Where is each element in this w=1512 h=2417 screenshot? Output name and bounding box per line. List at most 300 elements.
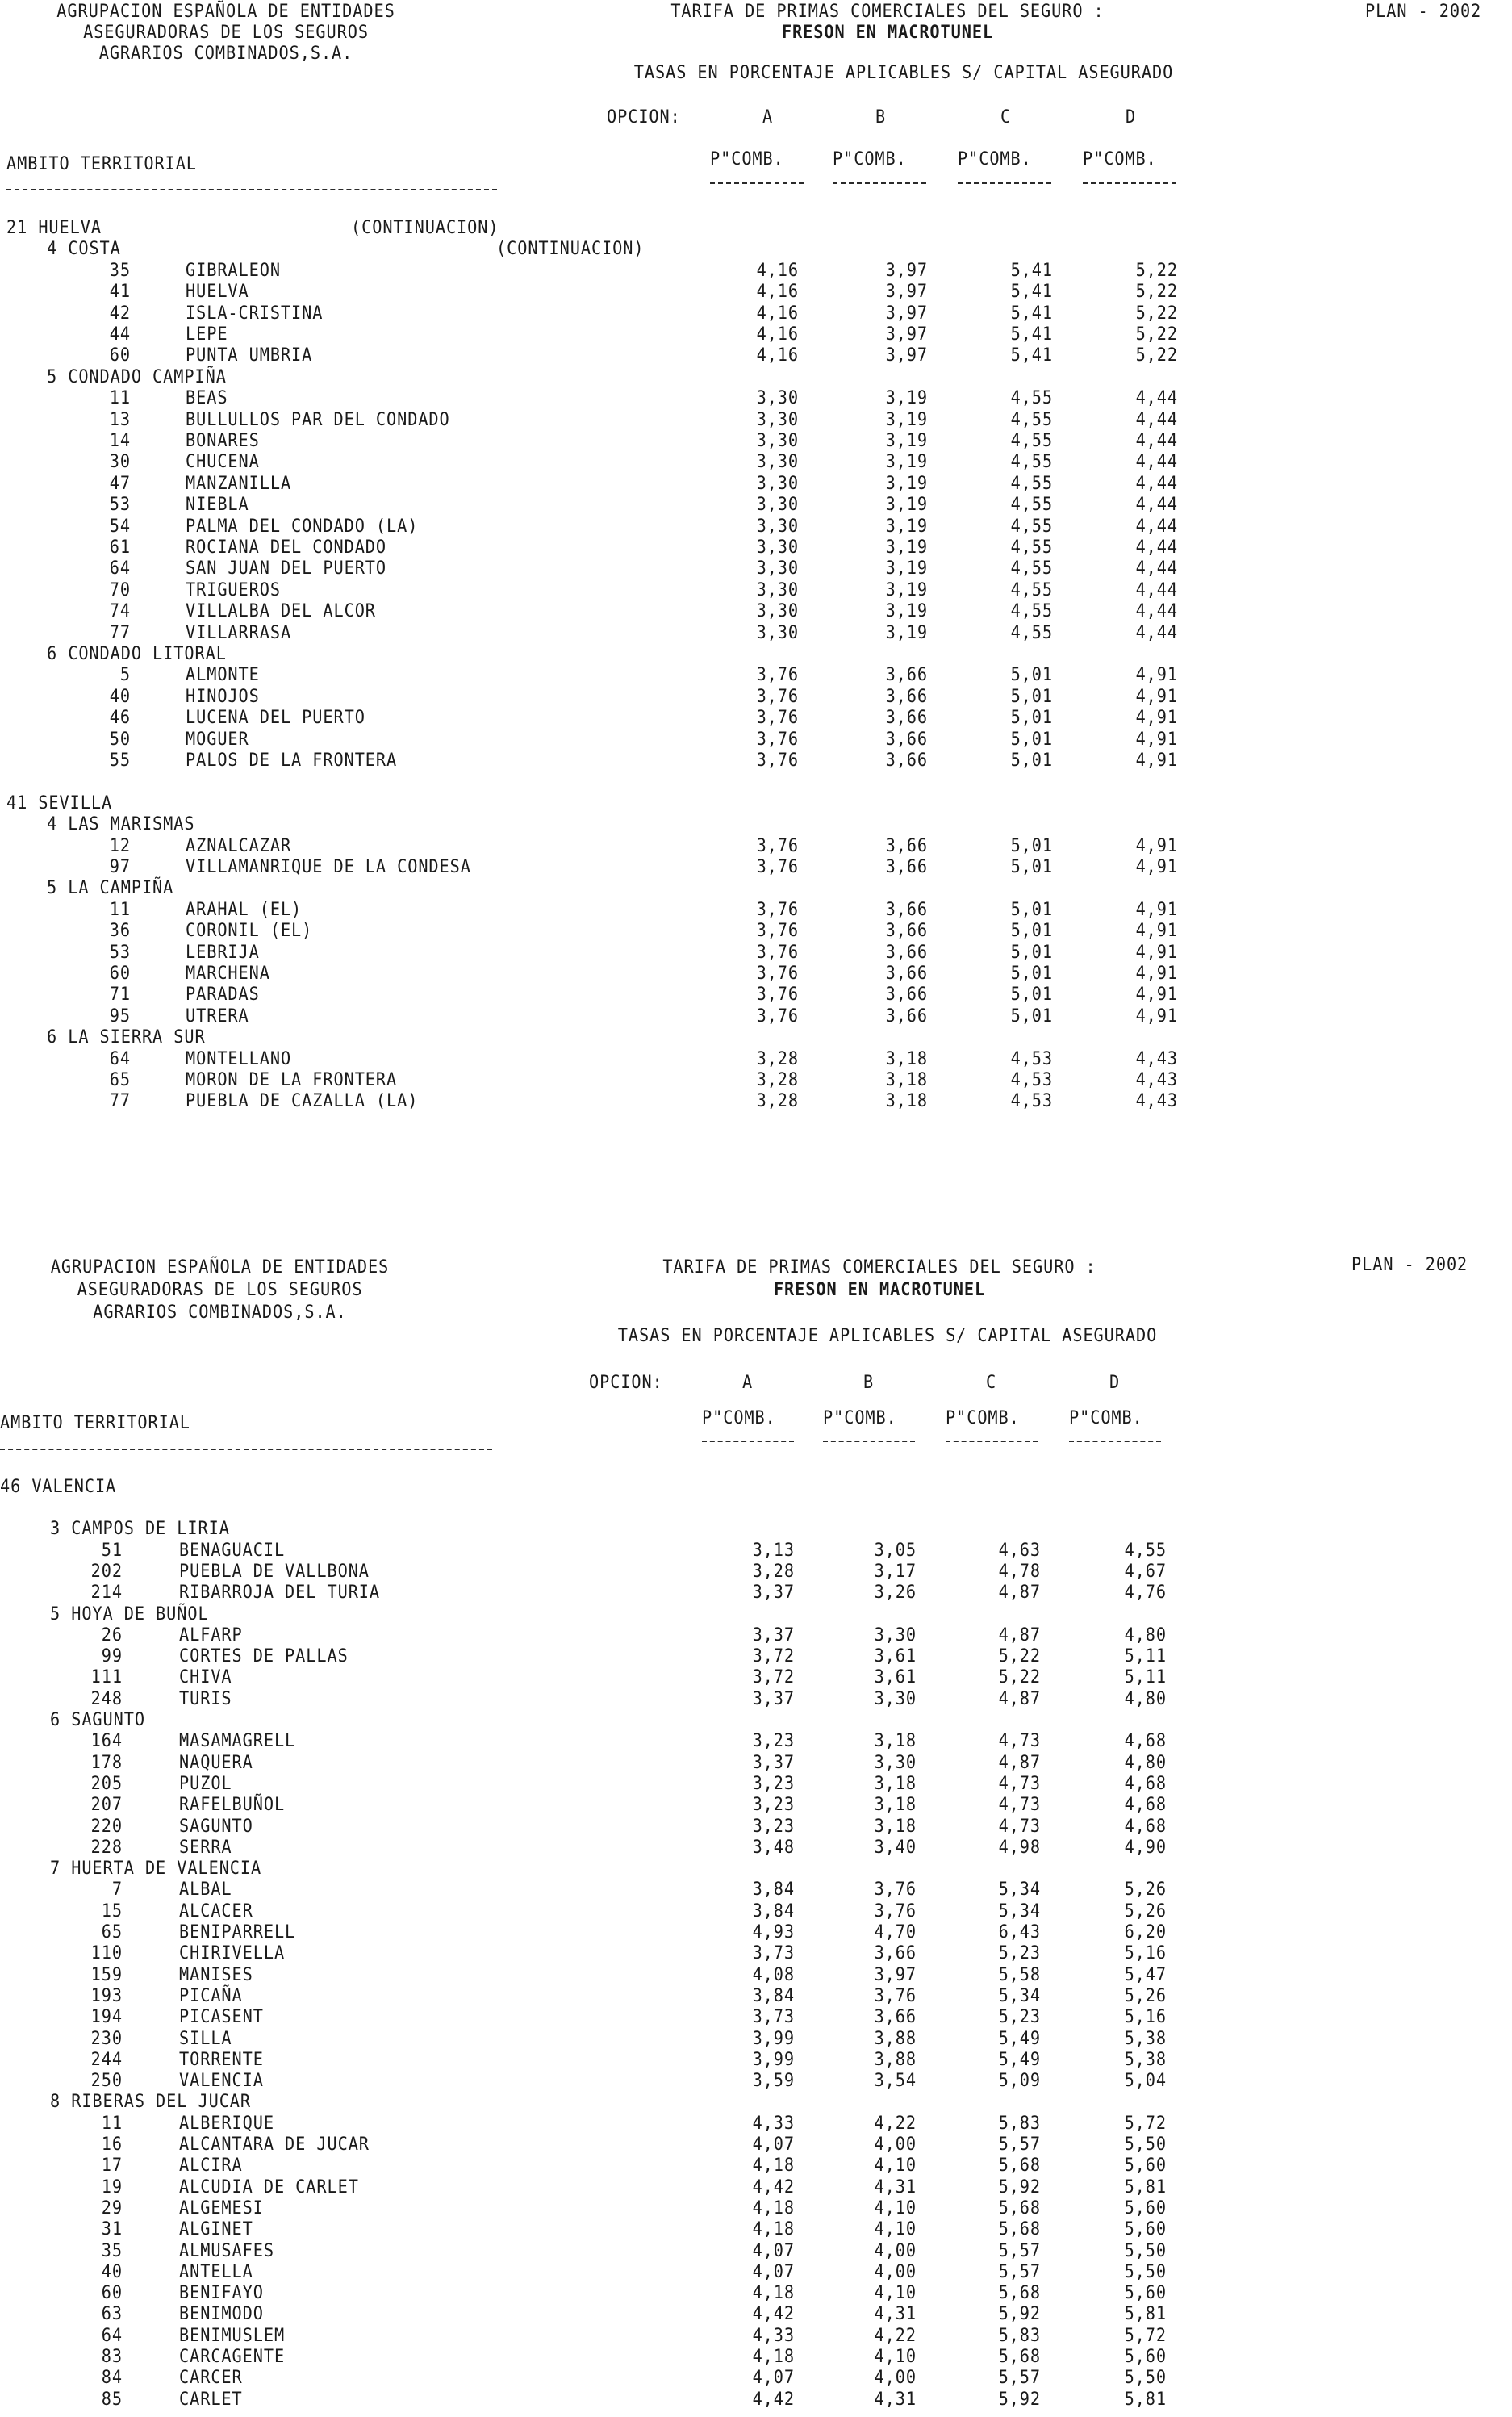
table-row <box>0 431 1512 452</box>
rate-option-b: 3,97 <box>874 1964 917 1985</box>
comarca-heading: 7 HUERTA DE VALENCIA <box>50 1859 262 1880</box>
rate-option-c: 5,49 <box>998 2028 1041 2049</box>
table-row <box>0 1625 1512 1646</box>
rate-option-a: 3,59 <box>752 2071 795 2092</box>
org-name-line-3: AGRARIOS COMBINADOS,S.A. <box>98 44 353 64</box>
rate-option-a: 3,30 <box>756 473 799 494</box>
rate-option-a: 3,30 <box>756 409 799 430</box>
municipality-code: 244 <box>90 2049 123 2070</box>
rate-option-d: 5,22 <box>1135 260 1178 281</box>
comarca-heading: 6 SAGUNTO <box>50 1710 145 1730</box>
municipality-name: TURIS <box>179 1688 232 1709</box>
table-row <box>0 1838 1512 1859</box>
comarca-heading: 5 HOYA DE BUÑOL <box>50 1604 209 1625</box>
municipality-code: 95 <box>109 1006 131 1027</box>
table-row <box>0 2114 1512 2135</box>
rate-option-c: 4,53 <box>1010 1091 1053 1112</box>
table-row <box>0 1562 1512 1583</box>
rate-option-c: 5,92 <box>998 2304 1041 2325</box>
rate-option-b: 4,00 <box>874 2135 917 2155</box>
municipality-code: 13 <box>109 409 131 430</box>
rate-option-a: 3,23 <box>752 1816 795 1837</box>
col-divider-d <box>1083 182 1176 184</box>
municipality-name: CORTES DE PALLAS <box>179 1646 349 1667</box>
rate-option-b: 3,66 <box>885 964 928 984</box>
rate-option-b: 3,61 <box>874 1646 917 1667</box>
municipality-code: 65 <box>101 1922 123 1942</box>
rate-option-c: 5,34 <box>998 1901 1041 1921</box>
table-row <box>0 1070 1512 1091</box>
col-divider-b <box>823 1441 915 1442</box>
rate-option-c: 6,43 <box>998 1922 1041 1942</box>
rate-option-d: 4,91 <box>1135 857 1178 877</box>
municipality-name: ALCACER <box>179 1901 253 1921</box>
municipality-name: PARADAS <box>186 985 260 1006</box>
rate-option-c: 5,01 <box>1010 921 1053 942</box>
rate-option-b: 3,66 <box>885 665 928 686</box>
rate-option-b: 3,18 <box>874 1795 917 1816</box>
municipality-code: 65 <box>109 1070 131 1090</box>
municipality-name: ALCANTARA DE JUCAR <box>179 2135 370 2155</box>
table-row <box>0 1049 1512 1070</box>
municipality-code: 16 <box>101 2135 123 2155</box>
municipality-name: SERRA <box>179 1837 232 1858</box>
rate-option-b: 4,10 <box>874 2219 917 2240</box>
municipality-code: 15 <box>101 1901 123 1921</box>
rate-option-d: 5,11 <box>1124 1667 1167 1688</box>
rate-option-c: 5,34 <box>998 1880 1041 1901</box>
rate-option-b: 3,40 <box>874 1837 917 1858</box>
rate-option-c: 5,68 <box>998 2197 1041 2218</box>
rate-option-d: 4,91 <box>1135 964 1178 984</box>
rate-option-c: 4,55 <box>1010 495 1053 516</box>
rate-option-d: 4,80 <box>1124 1752 1167 1773</box>
rate-option-d: 5,47 <box>1124 1964 1167 1985</box>
rate-option-a: 3,30 <box>756 622 799 643</box>
table-row <box>0 345 1512 366</box>
rate-option-c: 4,87 <box>998 1752 1041 1773</box>
rate-option-c: 5,01 <box>1010 985 1053 1006</box>
rate-option-c: 4,63 <box>998 1540 1041 1561</box>
rate-option-d: 4,44 <box>1135 516 1178 537</box>
option-b: B <box>875 107 887 128</box>
rate-option-a: 4,93 <box>752 1922 795 1942</box>
rate-option-d: 5,16 <box>1124 2007 1167 2028</box>
table-row <box>0 964 1512 985</box>
rate-option-c: 4,73 <box>998 1773 1041 1794</box>
rate-option-a: 3,99 <box>752 2049 795 2070</box>
tariff-title: TARIFA DE PRIMAS COMERCIALES DEL SEGURO : <box>670 2 1105 22</box>
rate-option-c: 5,01 <box>1010 665 1053 686</box>
rate-option-b: 3,19 <box>885 537 928 558</box>
rate-option-a: 3,30 <box>756 388 799 409</box>
rate-option-a: 3,23 <box>752 1795 795 1816</box>
rate-option-a: 4,07 <box>752 2135 795 2155</box>
municipality-name: ALCIRA <box>179 2156 243 2177</box>
rate-option-b: 4,10 <box>874 2156 917 2177</box>
rate-option-d: 4,91 <box>1135 899 1178 920</box>
rate-option-a: 3,30 <box>756 579 799 600</box>
table-row <box>0 303 1512 324</box>
municipality-name: PUNTA UMBRIA <box>186 345 313 366</box>
rate-option-d: 5,22 <box>1135 282 1178 303</box>
table-row <box>0 730 1512 751</box>
rate-option-a: 4,18 <box>752 2283 795 2304</box>
municipality-code: 7 <box>111 1880 123 1901</box>
municipality-name: VALENCIA <box>179 2071 264 2092</box>
rate-option-b: 3,19 <box>885 495 928 516</box>
rate-option-b: 3,88 <box>874 2028 917 2049</box>
table-row <box>0 1646 1512 1667</box>
table-row <box>0 623 1512 644</box>
table-row <box>0 1774 1512 1795</box>
crop-name: FRESON EN MACROTUNEL <box>781 23 994 43</box>
rate-option-d: 4,43 <box>1135 1070 1178 1090</box>
rate-option-d: 4,76 <box>1124 1583 1167 1604</box>
municipality-code: 193 <box>90 1985 123 2006</box>
municipality-name: BULLULLOS PAR DEL CONDADO <box>186 409 450 430</box>
rate-option-a: 3,73 <box>752 1943 795 1964</box>
rate-option-b: 4,31 <box>874 2177 917 2197</box>
rate-option-d: 5,72 <box>1124 2325 1167 2346</box>
rate-option-a: 3,30 <box>756 495 799 516</box>
rate-option-b: 3,19 <box>885 388 928 409</box>
table-row <box>0 495 1512 516</box>
rate-option-d: 5,22 <box>1135 303 1178 324</box>
municipality-code: 159 <box>90 1964 123 1985</box>
table-row <box>0 261 1512 282</box>
rate-option-d: 5,81 <box>1124 2304 1167 2325</box>
rate-option-c: 4,98 <box>998 1837 1041 1858</box>
rate-option-c: 4,55 <box>1010 431 1053 451</box>
rate-option-c: 4,55 <box>1010 601 1053 622</box>
municipality-code: 35 <box>109 260 131 281</box>
rate-option-c: 4,55 <box>1010 473 1053 494</box>
province-heading: 41 SEVILLA <box>6 792 113 813</box>
rate-option-b: 4,31 <box>874 2389 917 2410</box>
province-heading: 46 VALENCIA <box>0 1477 117 1497</box>
rate-option-b: 3,97 <box>885 324 928 345</box>
rate-option-c: 4,55 <box>1010 537 1053 558</box>
rate-option-d: 4,68 <box>1124 1795 1167 1816</box>
rate-option-c: 5,41 <box>1010 303 1053 324</box>
rate-option-a: 3,99 <box>752 2028 795 2049</box>
municipality-name: MOGUER <box>186 729 249 750</box>
rate-option-d: 4,55 <box>1124 1540 1167 1561</box>
rate-option-c: 5,83 <box>998 2325 1041 2346</box>
rate-option-b: 3,18 <box>874 1773 917 1794</box>
option-label: OPCION: <box>589 1373 663 1393</box>
municipality-code: 11 <box>109 388 131 409</box>
rate-option-c: 5,57 <box>998 2368 1041 2389</box>
rate-option-a: 4,16 <box>756 303 799 324</box>
municipality-code: 84 <box>101 2368 123 2389</box>
rate-option-b: 3,66 <box>885 1006 928 1027</box>
rate-option-b: 4,10 <box>874 2197 917 2218</box>
rate-option-a: 3,30 <box>756 431 799 451</box>
rate-option-b: 3,18 <box>885 1048 928 1069</box>
rate-option-b: 3,05 <box>874 1540 917 1561</box>
rate-option-b: 3,19 <box>885 622 928 643</box>
rate-option-d: 4,43 <box>1135 1091 1178 1112</box>
municipality-code: 60 <box>109 964 131 984</box>
municipality-name: ALBERIQUE <box>179 2113 274 2134</box>
rate-option-c: 4,53 <box>1010 1070 1053 1090</box>
col-header-b: P"COMB. <box>833 149 907 169</box>
rate-option-d: 4,44 <box>1135 409 1178 430</box>
rate-option-a: 4,16 <box>756 324 799 345</box>
municipality-name: BENIPARRELL <box>179 1922 296 1942</box>
municipality-code: 194 <box>90 2007 123 2028</box>
rate-option-b: 3,88 <box>874 2049 917 2070</box>
rate-option-d: 5,72 <box>1124 2113 1167 2134</box>
municipality-name: ALFARP <box>179 1625 243 1645</box>
municipality-code: 36 <box>109 921 131 942</box>
municipality-name: CHIVA <box>179 1667 232 1688</box>
rate-option-b: 4,22 <box>874 2325 917 2346</box>
rate-option-c: 5,01 <box>1010 964 1053 984</box>
rate-option-c: 4,87 <box>998 1583 1041 1604</box>
rate-option-d: 4,80 <box>1124 1688 1167 1709</box>
rate-option-d: 4,80 <box>1124 1625 1167 1645</box>
municipality-code: 14 <box>109 431 131 451</box>
rate-option-d: 4,44 <box>1135 473 1178 494</box>
rate-option-b: 3,66 <box>874 2007 917 2028</box>
rate-option-d: 4,44 <box>1135 388 1178 409</box>
municipality-name: VILLALBA DEL ALCOR <box>186 601 376 622</box>
table-row <box>0 708 1512 729</box>
rate-option-a: 3,30 <box>756 537 799 558</box>
rate-option-c: 5,01 <box>1010 729 1053 750</box>
rate-option-c: 5,57 <box>998 2240 1041 2261</box>
municipality-name: HINOJOS <box>186 686 260 707</box>
rate-option-d: 5,50 <box>1124 2368 1167 2389</box>
rate-option-a: 4,18 <box>752 2156 795 2177</box>
comarca-heading: 6 CONDADO LITORAL <box>47 644 227 664</box>
rate-option-d: 4,44 <box>1135 601 1178 622</box>
municipality-code: 230 <box>90 2028 123 2049</box>
option-a: A <box>742 1373 754 1393</box>
rate-option-d: 5,60 <box>1124 2283 1167 2304</box>
rate-option-c: 5,23 <box>998 2007 1041 2028</box>
municipality-code: 61 <box>109 537 131 558</box>
rate-option-a: 3,72 <box>752 1667 795 1688</box>
rate-option-b: 4,70 <box>874 1922 917 1942</box>
municipality-name: MANISES <box>179 1964 253 1985</box>
rate-option-b: 3,61 <box>874 1667 917 1688</box>
rate-option-a: 3,76 <box>756 751 799 771</box>
municipality-name: CHUCENA <box>186 452 260 473</box>
municipality-name: MARCHENA <box>186 964 270 984</box>
rate-option-b: 3,19 <box>885 409 928 430</box>
rate-option-c: 4,73 <box>998 1731 1041 1752</box>
municipality-name: RIBARROJA DEL TURIA <box>179 1583 381 1604</box>
municipality-name: NIEBLA <box>186 495 249 516</box>
rate-option-a: 3,76 <box>756 921 799 942</box>
municipality-name: PICASENT <box>179 2007 264 2028</box>
comarca-heading: 5 LA CAMPIÑA <box>47 878 174 899</box>
rate-option-a: 4,08 <box>752 1964 795 1985</box>
rate-option-b: 3,19 <box>885 473 928 494</box>
rate-option-c: 5,49 <box>998 2049 1041 2070</box>
table-row <box>0 1731 1512 1752</box>
municipality-code: 42 <box>109 303 131 324</box>
rate-option-d: 5,22 <box>1135 345 1178 366</box>
rate-option-a: 3,28 <box>756 1070 799 1090</box>
table-row <box>0 474 1512 495</box>
rate-option-a: 4,42 <box>752 2389 795 2410</box>
rate-option-d: 5,50 <box>1124 2261 1167 2282</box>
municipality-name: ALCUDIA DE CARLET <box>179 2177 359 2197</box>
table-row <box>0 687 1512 708</box>
table-row <box>0 324 1512 345</box>
rate-option-d: 5,81 <box>1124 2177 1167 2197</box>
table-row <box>0 516 1512 537</box>
rate-option-a: 3,76 <box>756 964 799 984</box>
rate-option-d: 4,91 <box>1135 985 1178 1006</box>
municipality-name: LEPE <box>186 324 228 345</box>
col-divider-a <box>710 182 804 184</box>
municipality-code: 70 <box>109 579 131 600</box>
rate-option-a: 3,84 <box>752 1901 795 1921</box>
rate-option-a: 4,16 <box>756 260 799 281</box>
col-divider-c <box>946 1441 1038 1442</box>
table-row <box>0 410 1512 431</box>
rate-option-a: 3,76 <box>756 686 799 707</box>
rate-option-c: 5,92 <box>998 2389 1041 2410</box>
municipality-name: ARAHAL (EL) <box>186 899 303 920</box>
municipality-code: 55 <box>109 751 131 771</box>
org-name-line-1: AGRUPACION ESPAÑOLA DE ENTIDADES <box>50 1257 390 1277</box>
rate-option-b: 3,19 <box>885 558 928 579</box>
table-row <box>0 2347 1512 2368</box>
municipality-name: CARCAGENTE <box>179 2347 286 2367</box>
rate-option-d: 5,38 <box>1124 2028 1167 2049</box>
table-row <box>0 1091 1512 1112</box>
table-row <box>0 1795 1512 1816</box>
rate-option-b: 4,22 <box>874 2113 917 2134</box>
table-row <box>0 1986 1512 2007</box>
municipality-name: ANTELLA <box>179 2261 253 2282</box>
table-row <box>0 2135 1512 2156</box>
option-b: B <box>863 1373 875 1393</box>
municipality-name: CHIRIVELLA <box>179 1943 286 1964</box>
rate-option-d: 4,68 <box>1124 1773 1167 1794</box>
rate-option-b: 3,17 <box>874 1561 917 1582</box>
municipality-name: PICAÑA <box>179 1985 243 2006</box>
scope-divider <box>0 1449 492 1450</box>
rate-option-a: 3,37 <box>752 1752 795 1773</box>
rate-option-a: 3,37 <box>752 1625 795 1645</box>
rate-option-c: 4,55 <box>1010 579 1053 600</box>
rates-note: TASAS EN PORCENTAJE APLICABLES S/ CAPITAL ASEGURADO <box>617 1326 1158 1346</box>
rate-option-d: 4,91 <box>1135 665 1178 686</box>
option-c: C <box>1000 107 1012 128</box>
rate-option-b: 3,66 <box>885 899 928 920</box>
rate-option-b: 3,30 <box>874 1752 917 1773</box>
org-name-line-2: ASEGURADORAS DE LOS SEGUROS <box>83 23 369 43</box>
municipality-code: 248 <box>90 1688 123 1709</box>
rate-option-d: 4,90 <box>1124 1837 1167 1858</box>
municipality-name: BENIMODO <box>179 2304 264 2325</box>
rate-option-b: 4,31 <box>874 2304 917 2325</box>
municipality-code: 50 <box>109 729 131 750</box>
municipality-code: 111 <box>90 1667 123 1688</box>
rate-option-b: 3,18 <box>885 1091 928 1112</box>
municipality-code: 44 <box>109 324 131 345</box>
rate-option-a: 3,72 <box>752 1646 795 1667</box>
rate-option-a: 4,18 <box>752 2219 795 2240</box>
rate-option-c: 5,22 <box>998 1646 1041 1667</box>
col-header-d: P"COMB. <box>1083 149 1157 169</box>
municipality-code: 46 <box>109 708 131 729</box>
rate-option-a: 3,23 <box>752 1731 795 1752</box>
rate-option-a: 3,84 <box>752 1985 795 2006</box>
municipality-name: CARLET <box>179 2389 243 2410</box>
municipality-name: SAGUNTO <box>179 1816 253 1837</box>
continuation-note: (CONTINUACION) <box>351 218 499 238</box>
tariff-title: TARIFA DE PRIMAS COMERCIALES DEL SEGURO : <box>662 1257 1096 1277</box>
municipality-code: 74 <box>109 601 131 622</box>
scope-divider <box>6 189 497 190</box>
table-row <box>0 537 1512 558</box>
municipality-name: GIBRALEON <box>186 260 281 281</box>
rate-option-d: 4,44 <box>1135 579 1178 600</box>
rate-option-b: 4,10 <box>874 2347 917 2367</box>
rate-option-d: 5,22 <box>1135 324 1178 345</box>
rate-option-b: 3,54 <box>874 2071 917 2092</box>
plan-label: PLAN - 2002 <box>1365 2 1482 22</box>
rate-option-d: 5,26 <box>1124 1985 1167 2006</box>
table-row <box>0 985 1512 1006</box>
rate-option-a: 3,73 <box>752 2007 795 2028</box>
col-divider-d <box>1069 1441 1161 1442</box>
municipality-code: 11 <box>109 899 131 920</box>
table-row <box>0 1901 1512 1922</box>
rate-option-c: 5,01 <box>1010 708 1053 729</box>
rate-option-b: 3,66 <box>874 1943 917 1964</box>
municipality-name: NAQUERA <box>179 1752 253 1773</box>
municipality-code: 83 <box>101 2347 123 2367</box>
rate-option-d: 4,44 <box>1135 622 1178 643</box>
municipality-code: 41 <box>109 282 131 303</box>
municipality-code: 60 <box>109 345 131 366</box>
rate-option-c: 5,01 <box>1010 857 1053 877</box>
rate-option-d: 5,50 <box>1124 2135 1167 2155</box>
table-row <box>0 558 1512 579</box>
table-row <box>0 1541 1512 1562</box>
plan-label: PLAN - 2002 <box>1351 1255 1468 1275</box>
municipality-code: 77 <box>109 1091 131 1112</box>
table-row <box>0 2007 1512 2028</box>
municipality-name: BEAS <box>186 388 228 409</box>
rate-option-c: 4,55 <box>1010 622 1053 643</box>
rate-option-c: 5,41 <box>1010 324 1053 345</box>
municipality-name: SILLA <box>179 2028 232 2049</box>
municipality-code: 64 <box>109 558 131 579</box>
table-row <box>0 943 1512 964</box>
rate-option-a: 3,76 <box>756 729 799 750</box>
municipality-code: 53 <box>109 942 131 963</box>
rate-option-b: 3,66 <box>885 729 928 750</box>
rate-option-c: 4,73 <box>998 1795 1041 1816</box>
rate-option-c: 5,68 <box>998 2156 1041 2177</box>
rate-option-a: 3,76 <box>756 857 799 877</box>
rate-option-d: 4,91 <box>1135 708 1178 729</box>
rate-option-c: 5,22 <box>998 1667 1041 1688</box>
rate-option-c: 4,55 <box>1010 409 1053 430</box>
municipality-code: 31 <box>101 2219 123 2240</box>
